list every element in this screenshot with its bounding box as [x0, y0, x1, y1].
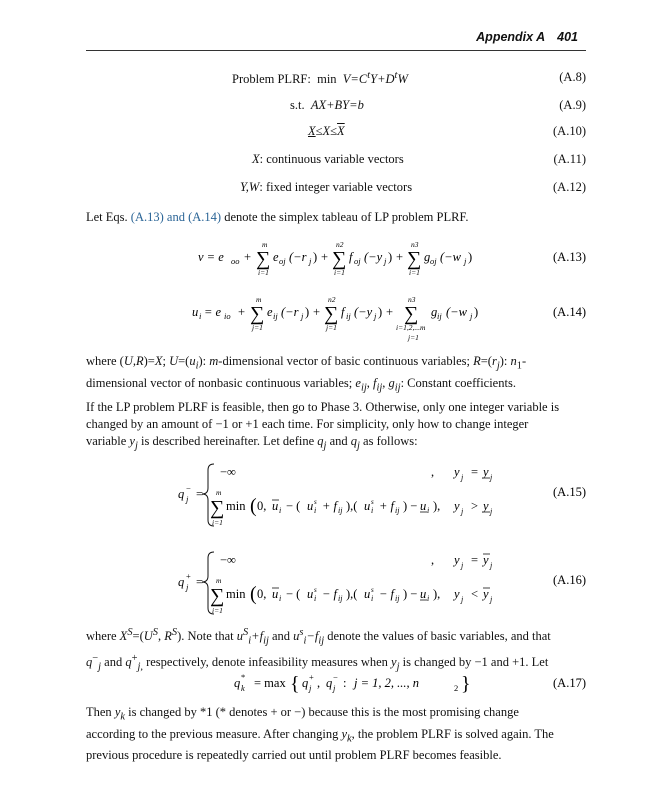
subscript: i: [195, 360, 199, 372]
equation-a17: [86, 668, 586, 698]
equation-reference-link[interactable]: (A.13) and (A.14): [130, 210, 222, 224]
equation-a12: [86, 180, 586, 200]
subscript: j: [461, 507, 464, 516]
text: variable: [86, 434, 130, 448]
sum-sign: ∑: [250, 303, 265, 325]
sum-top: m: [262, 240, 268, 249]
var: f: [373, 375, 377, 390]
text: ,: [366, 375, 373, 390]
subscript: ij: [395, 594, 400, 603]
sum-bottom: i=1,2,...m: [396, 323, 426, 332]
case-value: −∞: [220, 465, 236, 479]
subscript: oj: [279, 256, 286, 266]
case-value: −∞: [220, 553, 236, 567]
x-var: X: [252, 152, 260, 166]
var: n: [510, 354, 517, 368]
plus: +: [396, 250, 404, 264]
cond-var: y: [454, 465, 460, 479]
subscript: j: [461, 473, 464, 482]
text: denote the values of basic variables, and that: [324, 629, 551, 644]
var: u: [293, 629, 300, 644]
subscript: j: [490, 507, 493, 516]
header-page-number: 401: [557, 30, 578, 44]
sum-bottom: i=1: [409, 268, 420, 277]
sum-bottom: j=1: [326, 323, 337, 332]
min-word: min: [317, 72, 337, 87]
paren: ): [305, 305, 310, 319]
sum-sign: ∑: [332, 248, 347, 270]
header-rule: [86, 50, 586, 51]
subscript: j: [186, 494, 189, 504]
subscript: ij: [376, 382, 383, 393]
cond-op: =: [471, 553, 479, 567]
plus: +: [386, 305, 394, 319]
equation-a12-body: [240, 180, 412, 195]
paragraph-3: [86, 399, 586, 455]
equation-number: (A.17): [553, 676, 586, 690]
text: =(: [480, 354, 492, 368]
upper-bound-x: $\overline{X}$: [337, 124, 345, 138]
subscript: k: [241, 683, 245, 693]
expr: + f: [379, 499, 395, 513]
text: as follows:: [359, 434, 418, 448]
subscript: i: [371, 506, 374, 515]
expr-var: u: [420, 587, 427, 601]
expr: − f: [322, 587, 338, 601]
objective-part: V=C: [342, 72, 368, 87]
subscript: i: [314, 506, 317, 515]
term: e: [273, 250, 279, 264]
sum-bottom: j=1: [252, 323, 263, 332]
left-brace: {: [290, 673, 300, 695]
superscript: s: [371, 586, 374, 594]
equation-a11: [86, 152, 586, 172]
var: U: [169, 354, 179, 368]
text: is changed by −1 and +1. Let: [399, 654, 549, 669]
sum-top: n3: [411, 240, 419, 249]
superscript: *: [241, 672, 246, 682]
expr: 0,: [257, 499, 267, 513]
equation-a11-body: [252, 152, 404, 167]
subscript: io: [224, 311, 231, 321]
var: X: [154, 354, 163, 368]
cond-op: <: [471, 587, 479, 601]
subscript: i: [303, 635, 307, 647]
cond-var: y: [454, 553, 460, 567]
subscript: j: [396, 661, 400, 673]
superscript: S: [243, 627, 249, 638]
equation-number: (A.8): [559, 70, 586, 84]
constraint-expr: AX+BY=b: [310, 98, 364, 112]
running-header: [476, 30, 578, 44]
expr: + f: [322, 499, 338, 513]
subscript: ij: [346, 311, 351, 321]
text: and: [101, 654, 126, 669]
subscript: j: [464, 256, 467, 266]
text: ):: [198, 354, 210, 368]
subscript: j: [98, 661, 102, 673]
text: ):: [499, 354, 511, 368]
comma: ,: [431, 465, 435, 479]
subscript: j: [357, 440, 360, 452]
var: u: [189, 354, 196, 368]
header-section: Appendix A: [476, 30, 546, 44]
subscript: i: [279, 506, 282, 515]
superscript: s: [299, 627, 304, 638]
text: and: [268, 629, 294, 644]
text: dimensional vector of nonbasic continuous variables;: [86, 375, 356, 390]
comma: ,: [317, 676, 321, 690]
subscript: j: [186, 582, 189, 592]
text: respectively, denote infeasibility measures when: [142, 654, 392, 669]
subscript: ij: [360, 382, 367, 393]
term-arg: (−w: [446, 305, 467, 319]
expr: − (: [286, 587, 301, 601]
superscript: S: [152, 627, 158, 638]
sum-top: n2: [328, 295, 336, 304]
sum-top: m: [256, 295, 262, 304]
equation-number: (A.16): [553, 573, 586, 587]
subscript: ij: [437, 311, 442, 321]
equation-a8-body: [232, 70, 408, 87]
var: q: [326, 676, 333, 690]
sum-top: n3: [408, 295, 416, 304]
subscript: 2: [454, 683, 459, 693]
plus: +: [313, 305, 321, 319]
superscript: s: [314, 586, 317, 594]
text: changed by an amount of −1 or +1 each time. For simplicity, only how to change integer: [86, 417, 529, 431]
x-var: X: [322, 124, 331, 138]
plus: +: [238, 305, 246, 319]
text: ;: [162, 354, 170, 368]
sum-sign: ∑: [407, 248, 422, 270]
subscript: j: [384, 256, 387, 266]
le-sign: ≤: [330, 124, 338, 138]
lhs: q: [178, 487, 185, 501]
subscript: j: [134, 440, 138, 452]
equals-max: = max: [254, 676, 286, 690]
equation-a13: [86, 232, 586, 282]
subscript: ij: [318, 635, 325, 647]
paren: ): [468, 250, 473, 264]
subject-to: s.t.: [290, 98, 305, 112]
text: Let Eqs.: [86, 210, 128, 224]
text: ,: [157, 629, 165, 644]
lhs: u: [192, 305, 199, 319]
term: g: [424, 250, 431, 264]
subscript: j: [301, 311, 304, 321]
subscript: ij: [263, 635, 269, 647]
subscript: j: [490, 473, 493, 482]
equation-number: (A.9): [559, 98, 586, 112]
subscript: j: [323, 440, 327, 452]
equation-number: (A.15): [553, 485, 586, 499]
comma: ,: [431, 553, 435, 567]
min: min: [226, 587, 246, 601]
var: m: [209, 354, 219, 368]
subscript: j: [496, 360, 500, 372]
superscript: S: [171, 627, 178, 638]
equation-a10-body: [308, 124, 345, 139]
expr-var: u: [272, 499, 279, 513]
superscript: s: [371, 498, 374, 506]
subscript: j: [490, 561, 493, 570]
subscript: i: [427, 594, 430, 603]
var: y: [341, 726, 348, 741]
equals: =: [196, 487, 204, 501]
superscript: −: [92, 652, 99, 664]
text: =(: [132, 629, 144, 644]
subscript: j: [374, 311, 377, 321]
text: : Constant coefficients.: [400, 375, 516, 390]
term: e: [267, 305, 273, 319]
sum-bottom: i=1: [334, 268, 345, 277]
sum-top: m: [216, 488, 222, 497]
lhs: q: [178, 575, 185, 589]
sum-top: m: [216, 576, 222, 585]
subscript: j: [470, 311, 473, 321]
subscript: j: [461, 561, 464, 570]
text: previous procedure is repeatedly carried out until problem PLRF becomes feasible.: [86, 748, 502, 762]
subscript: i: [248, 635, 252, 647]
text: If the LP problem PLRF is feasible, then go to Phase 3. Otherwise, only one integer variable is: [86, 400, 560, 414]
yw-var: Y,W: [240, 180, 260, 194]
plus: +: [321, 250, 329, 264]
subscript: ij: [395, 506, 400, 515]
expr: 0,: [257, 587, 267, 601]
text: -: [521, 354, 527, 368]
sum-sign: ∑: [324, 303, 339, 325]
subscript: oj: [354, 256, 361, 266]
problem-label: Problem PLRF:: [232, 72, 311, 87]
paren: ): [313, 250, 318, 264]
sum-bottom: i=1: [258, 268, 269, 277]
objective-part: Y+D: [370, 72, 395, 87]
equals: =: [196, 575, 204, 589]
var: q: [317, 434, 324, 448]
paren: ): [388, 250, 393, 264]
subscript: j: [490, 595, 493, 604]
subscript: k: [347, 733, 352, 744]
colon: :: [343, 676, 347, 690]
superscript: −: [333, 672, 338, 682]
objective-part: W: [397, 72, 408, 87]
cond-var: y: [483, 553, 489, 567]
text: Then: [86, 705, 115, 719]
cond-var: y: [483, 499, 489, 513]
term-arg: (−r: [281, 305, 299, 319]
sum-sign: ∑: [404, 303, 419, 325]
subscript: j: [309, 683, 312, 693]
equation-a9-body: [290, 98, 364, 113]
equation-a14: [86, 287, 586, 345]
equation-number: (A.10): [553, 124, 586, 138]
subscript: i: [371, 594, 374, 603]
subscript: k: [120, 711, 125, 723]
text: )=: [143, 354, 155, 368]
superscript: +: [131, 652, 138, 664]
expr: ) −: [403, 587, 418, 601]
paren-open: (: [250, 583, 257, 605]
subscript: oo: [231, 256, 240, 266]
var: r: [491, 354, 497, 368]
sum-sign: ∑: [210, 497, 225, 519]
paragraph-2: [86, 353, 586, 396]
cond-op: >: [471, 499, 479, 513]
var: −f: [306, 629, 319, 644]
cond-var: y: [483, 587, 489, 601]
subscript: j: [333, 683, 336, 693]
superscript: S: [127, 627, 133, 638]
text: , the problem PLRF is solved again. The: [351, 726, 554, 741]
subscript: ij: [338, 594, 343, 603]
equation-number: (A.12): [553, 180, 586, 194]
var: g: [388, 375, 395, 390]
equation-a15: [86, 458, 586, 530]
expr-var: u: [307, 499, 314, 513]
superscript: +: [186, 571, 191, 581]
term: f: [341, 305, 345, 319]
var: X: [119, 629, 128, 644]
expr-var: u: [307, 587, 314, 601]
definition-text: : continuous variable vectors: [259, 152, 404, 166]
expr: ) −: [403, 499, 418, 513]
term: g: [431, 305, 438, 319]
var: q: [86, 654, 93, 669]
expr-var: u: [364, 587, 371, 601]
term-arg: (−w: [440, 250, 461, 264]
transpose-mark: t: [394, 70, 398, 81]
expr-var: u: [364, 499, 371, 513]
sum-sign: ∑: [210, 585, 225, 607]
subscript: ij: [394, 382, 401, 393]
equation-a8: [86, 70, 586, 90]
paren: ): [378, 305, 383, 319]
term-arg: (−y: [364, 250, 383, 264]
expr: − (: [286, 499, 301, 513]
var: R: [473, 354, 481, 368]
equation-number: (A.14): [553, 305, 586, 319]
var: R: [164, 629, 172, 644]
term-arg: (−y: [354, 305, 373, 319]
sum-top: n2: [336, 240, 344, 249]
text: where (: [86, 354, 124, 368]
sum-bottom: i=1: [212, 518, 223, 527]
subscript: i: [279, 594, 282, 603]
text: denote the simplex tableau of LP problem PLRF.: [224, 210, 469, 224]
var: U,R: [123, 354, 144, 368]
text: is changed by *1 (* denotes + or −) because this is the most promising change: [125, 705, 519, 719]
sum-bottom: i=1: [212, 606, 223, 615]
var: u: [236, 629, 244, 644]
text: =(: [178, 354, 190, 368]
var: U: [143, 629, 153, 644]
subscript: ij: [273, 311, 278, 321]
sum-bottom-2: j=1: [408, 333, 419, 342]
sum-sign: ∑: [256, 248, 271, 270]
var: +f: [251, 629, 264, 644]
paragraph-1: [86, 209, 586, 226]
cond-var: y: [454, 587, 460, 601]
expr: ),: [433, 499, 441, 513]
lhs: v = e: [198, 250, 224, 264]
subscript: ij: [338, 506, 343, 515]
paren: ): [474, 305, 479, 319]
subscript: i: [314, 594, 317, 603]
text: is described hereinafter. Let define: [137, 434, 318, 448]
text: -dimensional vector of basic continuous variables;: [218, 354, 474, 368]
text: ,: [382, 375, 389, 390]
subscript: j,: [137, 661, 143, 673]
cond-var: y: [454, 499, 460, 513]
var: q: [350, 434, 358, 448]
le-sign: ≤: [315, 124, 323, 138]
range: j = 1, 2, ..., n: [354, 676, 420, 690]
expr-var: u: [272, 587, 279, 601]
var: e: [355, 375, 361, 390]
expr-var: u: [420, 499, 427, 513]
text: according to the previous measure. After changing: [86, 726, 342, 741]
equals-e: = e: [204, 305, 222, 319]
equation-a16: [86, 546, 586, 618]
cond-var: y: [483, 465, 489, 479]
expr: ),(: [346, 587, 358, 601]
definition-text: : fixed integer variable vectors: [259, 180, 413, 194]
subscript: 1: [516, 360, 522, 372]
min: min: [226, 499, 246, 513]
lhs: q: [234, 676, 241, 690]
equation-a9: [86, 98, 586, 118]
text: and: [326, 434, 351, 448]
term: f: [349, 250, 353, 264]
term-arg: (−r: [289, 250, 307, 264]
superscript: −: [186, 483, 191, 493]
subscript: j: [461, 595, 464, 604]
equation-a10: [86, 124, 586, 144]
var: y: [114, 705, 121, 719]
right-brace: }: [461, 673, 471, 695]
text: where: [86, 629, 120, 644]
var: q: [125, 654, 132, 669]
equation-number: (A.11): [553, 152, 586, 166]
var: q: [302, 676, 309, 690]
lower-bound-x: X: [308, 124, 316, 138]
var: y: [391, 654, 397, 669]
text: ). Note that: [177, 629, 237, 644]
superscript: +: [309, 672, 314, 682]
subscript: i: [199, 311, 202, 321]
var: y: [129, 434, 135, 448]
cond-op: =: [471, 465, 479, 479]
transpose-mark: t: [367, 70, 371, 81]
subscript: i: [427, 506, 430, 515]
paragraph-5: [86, 704, 586, 764]
subscript: oj: [430, 256, 437, 266]
subscript: j: [309, 256, 312, 266]
equation-number: (A.13): [553, 250, 586, 264]
expr: ),(: [346, 499, 358, 513]
expr: − f: [379, 587, 395, 601]
plus: +: [244, 250, 252, 264]
expr: ),: [433, 587, 441, 601]
superscript: s: [314, 498, 317, 506]
paren-open: (: [250, 495, 257, 517]
